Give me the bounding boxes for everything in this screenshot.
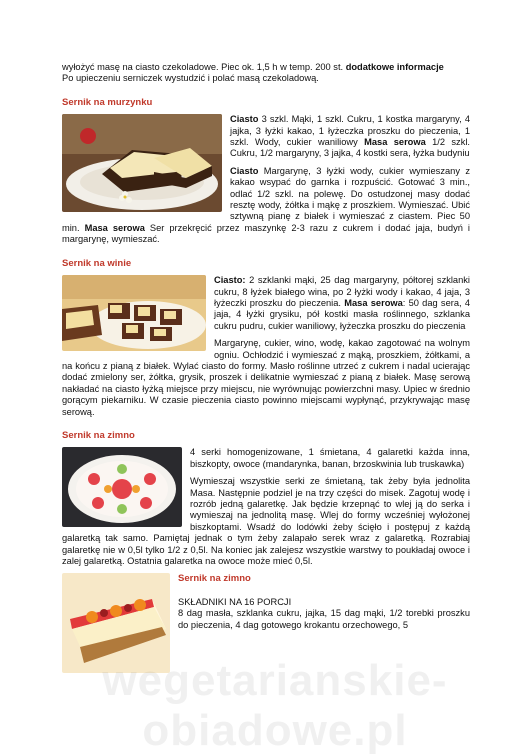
recipe-title-murzynek: Sernik na murzynku (62, 96, 153, 108)
zimno-photo-1 (62, 447, 182, 527)
winie-ingredients: Ciasto: 2 szklanki mąki, 25 dag margaryny, półtorej szklanki cukru, 8 łyżek białego wina, po 2 łyżki wody i kakao, 4 jaja, 3 łyżeczki proszku do pieczenia. Masa serowa: 50 dag sera, 4 jaja, 4 łyżki grysiku, pół kostki masła roślinnego, szklanka cukru pudru, cukier waniliowy, łyżeczka proszku do pieczenia (214, 275, 470, 331)
zimno-1-ingredients: 4 serki homogenizowane, 1 śmietana, 4 galaretki każda inna, biszkopty, owoce (mandarynka, banan, brzoskwinia lub truskawka) (190, 447, 470, 469)
murzynek-method: Ciasto Margarynę, 3 łyżki wody, cukier wymieszany z kakao wsypać do garnka i rozpuścić. Gotować 3 min., odlać 1/2 szkl. na polewę. Do ostudzonej masy dodać resztę wody, żółtka i mąkę z proszkiem. Wymieszać. Ubić sztywną pianę z białek i wymieszać z ciastem. Piec 50 min. Masa serowa Ser przekręcić przez maszynkę 2-3 razu z cukrem i dodać jaja, budyń i margarynę, wymieszać. (62, 165, 470, 245)
murzynek-ingredients: Ciasto 3 szkl. Mąki, 1 szkl. Cukru, 1 kostka margaryny, 4 jajka, 3 łyżki kakao, 1 łyżeczka proszku do pieczenia, 1 szkl. Wody, cukier waniliowy Masa serowa 1/2 szkl. Cukru, 1/2 margaryny, 3 jajka, 4 kostki sera, łyżka budyniu (230, 114, 470, 159)
murzynek-photo (62, 114, 222, 212)
zimno-2-servings: SKŁADNIKI NA 16 PORCJI (178, 596, 292, 607)
recipe-title-zimno-1: Sernik na zimno (62, 429, 135, 441)
watermark: wegetarianskie-obiadowe.pl (102, 656, 448, 755)
intro-paragraph: wyłożyć masę na ciasto czekoladowe. Piec ok. 1,5 h w temp. 200 st. dodatkowe informacje Po upieczeniu serniczek wystudzić i polać masą czekoladową. (62, 62, 444, 84)
winie-method: Margarynę, cukier, wino, wodę, kakao zagotować na wolnym ogniu. Ochłodzić i wymieszać z mąką, proszkiem, żółtkami, a na końcu z pianą z białek. Wylać ciasto do formy. Masło roślinne utrzeć z cukrem i nadal ucierając dodać zmielony ser, żółtka, grysik, proszek i delikatnie wymieszać z pianą z białek. Masę serową nakładać na ciasto łyżką miejsce przy miejscu, nie wyrównując powierzchni masy. Upiec w średnio gorącym piekarniku. W czasie pieczenia ciasto powinno miejscami wypłynąć, przykrywając masę serową. (62, 338, 470, 417)
recipe-title-zimno-2: Sernik na zimno (178, 573, 251, 585)
zimno-1-method: Wymieszaj wszystkie serki ze śmietaną, tak żeby była jednolita Masa. Następnie podziel je na trzy części do misek. Zagotuj wodę i rozrób jedną galaretkę. Jak będzie krzepnąć to wlej ją do serka i wymieszaj na jednolitą masę. Wlej do formy wcześniej wyłożonej biszkoptami. Wsadź do lodówki żeby ścięło i postępuj z każdą galaretką tak samo. Pamiętaj jednak o tym żeby zalapało serek wraz z galaretką. Rozrabiaj galaretkę nie w 0,5l tylko 1/2 z 0,5l. Na koniec jak zalejesz wszystkie warstwy to poukładaj owoce i zalej galaretką. Ostatnia galaretka na owoce może mieć 0,5l. (62, 476, 470, 567)
recipe-page (62, 62, 470, 673)
recipe-title-winie: Sernik na winie (62, 257, 132, 269)
zimno-photo-2 (62, 573, 170, 673)
zimno-2-ingredients: 8 dag masła, szklanka cukru, jajka, 15 dag mąki, 1/2 torebki proszku do pieczenia, 4 dag gotowego krokantu orzechowego, 5 (178, 608, 470, 630)
winie-photo (62, 275, 206, 351)
